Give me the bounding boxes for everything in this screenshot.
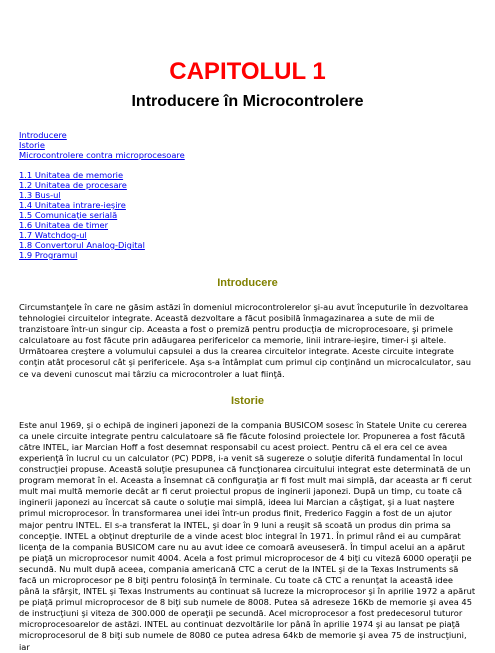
toc-link-unitatea-de-memorie[interactable]: 1.1 Unitatea de memorie [19, 170, 124, 180]
paragraph-istorie: Este anul 1969, şi o echipă de ingineri japonezi de la compania BUSICOM sosesc în Statele Unite cu cererea ca unele circuite integrate pentru calculatoare să fie făcute folosind proiectele lor. Propunerea a fost făcută către INTEL, iar Marcian Hoff a fost desemnat responsabil cu acest proiect. Pentru că el era cel ce avea experienţă în lucrul cu un calculator (PC) PDP8, i-a venit să sugereze o soluţie diferită fundamental în locul construcţiei propuse. Această soluţie presupunea că funcţionarea circuitului integrat este determinată de un program memorat în el. Aceasta a însemnat că configuraţia ar fi fost mult mai simplă, dar aceasta ar fi cerut mult mai multă memorie decât ar fi cerut proiectul propus de inginerii japonezi. După un timp, cu toate că inginerii japonezi au încercat să caute o soluţie mai simplă, ideea lui Marcian a câştigat, şi a luat naştere primul microprocesor. În transformarea unei idei într-un produs finit, Frederico Faggin a fost de un ajutor major pentru INTEL. El s-a transferat la INTEL, şi doar în 9 luni a reuşit să scoată un produs din prima sa concepţie. INTEL a obţinut drepturile de a vinde acest bloc integral în 1971. În primul rând ei au cumpărat licenţa de la compania BUSICOM care nu au avut idee ce comoară aveuseseră. În timpul acelui an a apărut pe piaţă un microprocesor numit 4004. Acela a fost primul microprocesor de 4 biţi cu viteză 6000 operaţii pe secundă. Nu mult după aceea, compania americană CTC a cerut de la INTEL şi de la Texas Instruments să facă un microprocesor pe 8 biţi pentru folosinţă în terminale. Cu toate că CTC a renunţat la această idee până la sfârşit, INTEL şi Texas Instruments au continuat să lucreze la microprocesor şi în aprilie 1972 a apărut pe piaţă primul microprocesor de 8 biţi sub numele de 8008. Putea să adreseze 16Kb de memorie şi avea 45 de instrucţiuni şi viteza de 300.000 de operaţii pe secundă. Acel microprocesor a fost predecesorul tuturor microprocesoarelor de astăzi. INTEL au continuat dezvoltările lor până în aprilie 1974 şi au lansat pe piaţă microprocesorul de 8 biţi sub numele de 8080 ce putea adresa 64kb de memorie şi avea 75 de instrucţiuni, iar [19, 419, 476, 652]
toc-link-microcontrolere-contra-microprocesoare[interactable]: Microcontrolere contra microprocesoare [19, 150, 185, 160]
toc-spacer [19, 160, 476, 170]
toc-link-introducere[interactable]: Introducere [19, 130, 67, 140]
table-of-contents [19, 130, 476, 260]
toc-link-unitatea-de-procesare[interactable]: 1.2 Unitatea de procesare [19, 180, 127, 190]
toc-link-watchdog[interactable]: 1.7 Watchdog-ul [19, 230, 87, 240]
toc-link-convertorul-analog-digital[interactable]: 1.8 Convertorul Analog-Digital [19, 240, 145, 250]
toc-link-comunicatie-seriala[interactable]: 1.5 Comunicaţie serială [19, 210, 118, 220]
toc-link-programul[interactable]: 1.9 Programul [19, 250, 78, 260]
chapter-subtitle: Introducere în Microcontrolere [131, 93, 364, 110]
section-heading-introducere: Introducere [217, 277, 278, 289]
toc-link-unitatea-de-timer[interactable]: 1.6 Unitatea de timer [19, 220, 109, 230]
toc-link-istorie[interactable]: Istorie [19, 140, 45, 150]
section-heading-istorie: Istorie [230, 394, 264, 407]
toc-link-bus[interactable]: 1.3 Bus-ul [19, 190, 61, 200]
paragraph-introducere: Circumstanţele în care ne găsim astăzi în domeniul microcontrolerelor şi-au avut începuturile în dezvoltarea tehnologiei circuitelor integrate. Această dezvoltare a făcut posibilă înmagazinarea a sute de mii de tranzistoare într-un singur cip. Aceasta a fost o premiză pentru producţia de microprocesoare, şi primele calculatoare au fost făcute prin adăugarea perifericelor ca memorie, linii intrare-ieşire, timer-i şi altele. Următoarea creştere a volumului capsulei a dus la crearea circuitelor integrate. Aceste circuite integrate conţin atât procesorul cât şi perifericele. Aşa s-a întâmplat cum primul cip conţinând un microcalculator, sau ce va deveni cunoscut mai târziu ca microcontroler a luat fiinţă. [19, 302, 471, 379]
chapter-title: CAPITOLUL 1 [169, 58, 326, 85]
toc-link-unitatea-intrare-iesire[interactable]: 1.4 Unitatea intrare-ieşire [19, 200, 126, 210]
